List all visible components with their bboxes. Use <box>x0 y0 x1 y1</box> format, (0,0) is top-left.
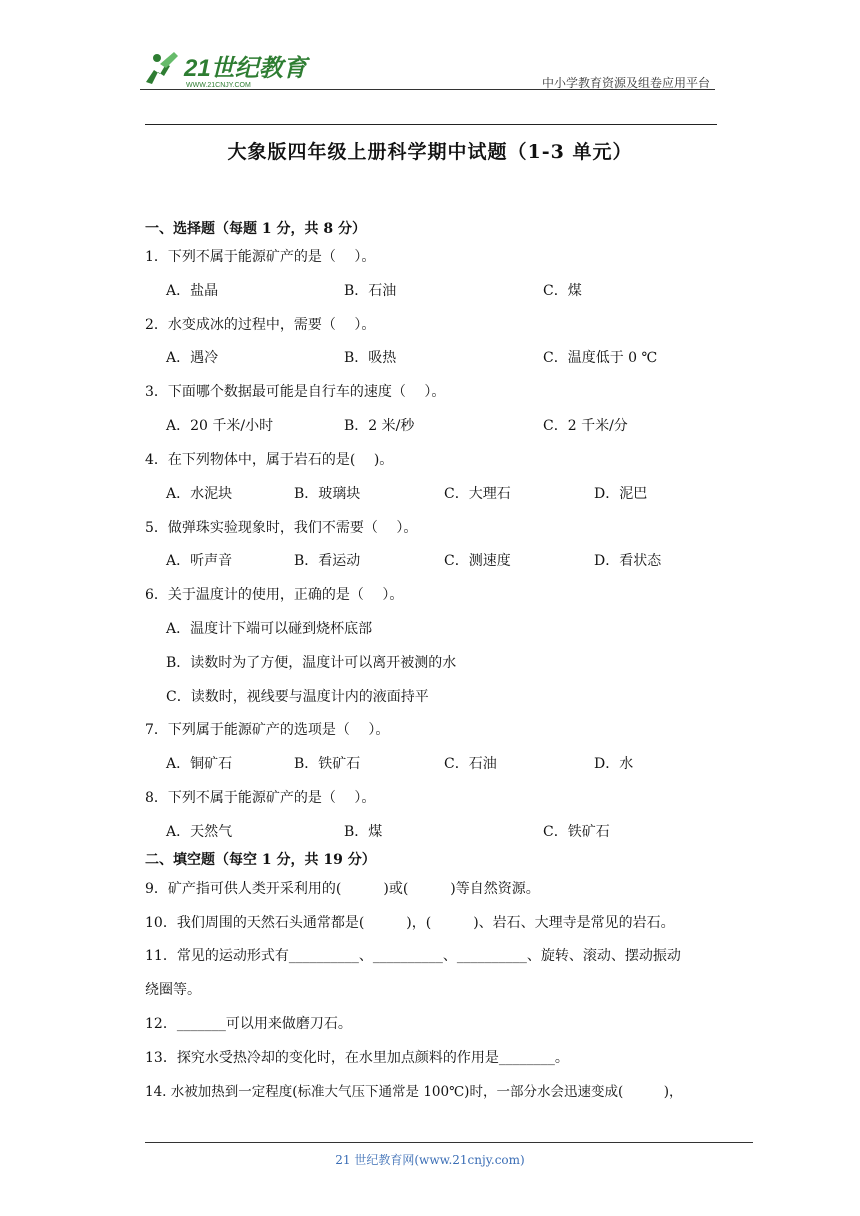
header-divider <box>140 89 715 90</box>
q5-option-b: B．看运动 <box>294 553 361 569</box>
q2-option-c: C．温度低于 0 ℃ <box>543 350 658 366</box>
q2-option-a: A．遇冷 <box>166 350 219 366</box>
question-11-continued: 绕圈等。 <box>145 982 201 998</box>
q3-option-a: A．20 千米/小时 <box>166 418 274 434</box>
question-12: 12．_______可以用来做磨刀石。 <box>145 1016 352 1032</box>
page-title: 大象版四年级上册科学期中试题（1-3 单元） <box>227 141 633 163</box>
question-9: 9．矿产指可供人类开采利用的( )或( )等自然资源。 <box>145 881 540 897</box>
q2-option-b: B．吸热 <box>344 350 397 366</box>
question-14: 14. 水被加热到一定程度(标准大气压下通常是 100℃)时，一部分水会迅速变成( )， <box>145 1084 683 1100</box>
logo-text: 21世纪教育 <box>184 55 307 82</box>
q8-option-c: C．铁矿石 <box>543 824 610 840</box>
question-10: 10．我们周围的天然石头通常都是( )，( )、岩石、大理寺是常见的岩石。 <box>145 915 675 931</box>
title-divider <box>145 124 717 125</box>
q4-option-b: B．玻璃块 <box>294 486 361 502</box>
q4-option-d: D．泥巴 <box>594 486 648 502</box>
q4-option-c: C．大理石 <box>444 486 511 502</box>
q7-option-d: D．水 <box>594 756 634 772</box>
q8-option-b: B．煤 <box>344 824 383 840</box>
q1-option-b: B．石油 <box>344 283 397 299</box>
q8-option-a: A．天然气 <box>166 824 233 840</box>
question-7: 7．下列属于能源矿产的选项是（ ）。 <box>145 722 390 738</box>
q6-option-c: C．读数时，视线要与温度计内的液面持平 <box>166 689 429 705</box>
question-5: 5．做弹珠实验现象时，我们不需要（ ）。 <box>145 520 418 536</box>
q7-option-a: A．铜矿石 <box>166 756 233 772</box>
q1-option-a: A．盐晶 <box>166 283 219 299</box>
platform-label: 中小学教育资源及组卷应用平台 <box>541 76 710 90</box>
logo-url: WWW.21CNJY.COM <box>186 82 251 89</box>
q4-option-a: A．水泥块 <box>166 486 233 502</box>
q3-option-c: C．2 千米/分 <box>543 418 628 434</box>
question-2: 2．水变成冰的过程中，需要（ ）。 <box>145 317 376 333</box>
question-4: 4．在下列物体中，属于岩石的是( )。 <box>145 452 394 468</box>
section-heading-fill: 二、填空题（每空 1 分，共 19 分） <box>145 852 376 868</box>
q7-option-b: B．铁矿石 <box>294 756 361 772</box>
question-6: 6．关于温度计的使用，正确的是（ ）。 <box>145 587 404 603</box>
footer-link[interactable]: 21 世纪教育网(www.21cnjy.com) <box>335 1153 525 1167</box>
q7-option-c: C．石油 <box>444 756 497 772</box>
section-heading-choice: 一、选择题（每题 1 分，共 8 分） <box>145 221 366 237</box>
question-1: 1．下列不属于能源矿产的是（ ）。 <box>145 249 376 265</box>
q5-option-c: C．测速度 <box>444 553 511 569</box>
question-11: 11．常见的运动形式有__________、__________、__________、旋转、滚动、摆动振动 <box>145 948 681 964</box>
site-logo <box>140 44 310 92</box>
q6-option-b: B．读数时为了方便，温度计可以离开被测的水 <box>166 655 457 671</box>
runner-icon <box>146 52 178 84</box>
question-13: 13．探究水受热冷却的变化时，在水里加点颜料的作用是________。 <box>145 1050 569 1066</box>
question-8: 8．下列不属于能源矿产的是（ ）。 <box>145 790 376 806</box>
q1-option-c: C．煤 <box>543 283 582 299</box>
q5-option-a: A．听声音 <box>166 553 233 569</box>
footer-divider <box>145 1142 753 1143</box>
question-3: 3．下面哪个数据最可能是自行车的速度（ ）。 <box>145 384 446 400</box>
q6-option-a: A．温度计下端可以碰到烧杯底部 <box>166 621 373 637</box>
q5-option-d: D．看状态 <box>594 553 662 569</box>
q3-option-b: B．2 米/秒 <box>344 418 415 434</box>
